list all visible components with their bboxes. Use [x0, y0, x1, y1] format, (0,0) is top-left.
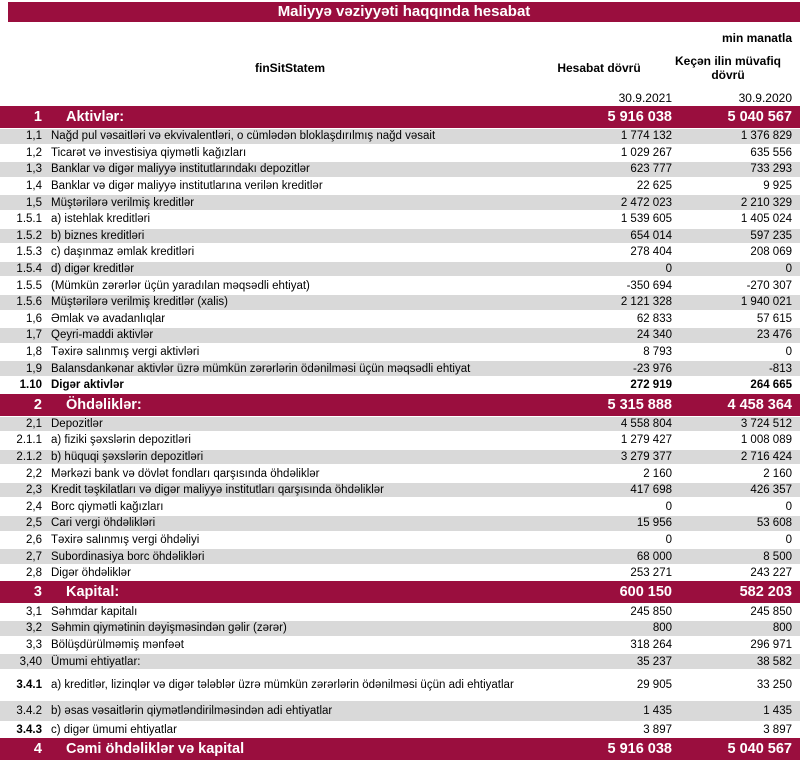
value-period1: 1 539 605 [620, 213, 672, 226]
row-number: 1,2 [26, 146, 42, 159]
value-period1: 2 160 [643, 467, 672, 480]
value-period2: 2 160 [763, 467, 792, 480]
value-period2: 1 008 089 [740, 434, 792, 447]
value-period1: -350 694 [626, 279, 672, 292]
table-row [0, 161, 800, 178]
row-number: 3,40 [19, 655, 42, 668]
value-period2: 243 227 [750, 567, 792, 580]
section-row [0, 738, 800, 760]
value-period2: 53 608 [756, 517, 792, 530]
value-period1: 5 315 888 [607, 396, 672, 413]
row-number: 3 [33, 584, 42, 601]
row-label: c) digər ümumi ehtiyatlar [51, 724, 177, 737]
value-period2: 800 [772, 622, 792, 635]
value-period1: 272 919 [630, 379, 672, 392]
table-row [0, 360, 800, 377]
value-period1: 4 558 804 [620, 417, 672, 430]
row-number: 3,1 [26, 605, 42, 618]
row-label: a) fiziki şəxslərin depozitləri [51, 434, 191, 447]
table-row [0, 548, 800, 565]
table-row [0, 620, 800, 637]
row-label: Təxirə salınmış vergi aktivləri [51, 346, 200, 359]
value-period2: 635 556 [750, 146, 792, 159]
table-row [0, 416, 800, 433]
value-period2: 23 476 [756, 329, 792, 342]
row-label: Cəmi öhdəliklər və kapital [66, 741, 245, 758]
row-number: 2,2 [26, 467, 42, 480]
row-number: 3.4.1 [16, 678, 42, 691]
value-period1: 278 404 [630, 246, 672, 259]
table-row [0, 449, 800, 466]
value-period2: 9 925 [763, 180, 792, 193]
table-row [0, 498, 800, 515]
row-label: Əmlak və avadanlıqlar [51, 312, 166, 325]
value-period2: 1 435 [763, 704, 792, 717]
value-period2: 0 [785, 533, 792, 546]
value-period1: 600 150 [619, 584, 672, 601]
row-number: 1.5.1 [16, 213, 42, 226]
unit-note: min manatla [721, 31, 792, 45]
row-label: Aktivlər: [66, 109, 125, 125]
value-period2: 0 [785, 263, 792, 276]
value-period2: 2 716 424 [740, 450, 792, 463]
row-label: Digər aktivlər [51, 379, 124, 392]
value-period1: 0 [665, 500, 672, 513]
table-row [0, 700, 800, 722]
table-row [0, 515, 800, 532]
row-label: a) kreditlər, lizinqlər və digər tələblər üzrə mümkün zərərlərin ödənilməsi üçün adi ehtiyatlar [51, 678, 514, 691]
row-label: Cari vergi öhdəlikləri [51, 517, 156, 530]
row-number: 1,4 [26, 180, 42, 193]
row-label: a) istehlak kreditləri [51, 213, 151, 226]
row-label: b) hüquqi şəxslərin depozitləri [51, 450, 204, 463]
table-row [0, 482, 800, 499]
value-period1: 5 916 038 [607, 109, 672, 125]
row-label: Nağd pul vəsaitləri və ekvivalentləri, o cümlədən bloklaşdırılmış nağd vəsait [51, 130, 436, 143]
row-number: 2,5 [26, 517, 42, 530]
row-label: Ümumi ehtiyatlar: [51, 655, 141, 668]
row-number: 2,4 [26, 500, 42, 513]
value-period2: 3 724 512 [740, 417, 792, 430]
row-label: Kapital: [66, 584, 120, 601]
row-label: Bölüşdürülməmiş mənfəət [51, 638, 184, 651]
value-period2: 1 940 021 [740, 296, 792, 309]
row-label: Təxirə salınmış vergi öhdəliyi [51, 533, 200, 546]
row-number: 3.4.2 [16, 704, 42, 717]
table-row [0, 145, 800, 162]
row-number: 1,3 [26, 163, 42, 176]
value-period2: 208 069 [750, 246, 792, 259]
value-period1: -23 976 [632, 362, 672, 375]
table-row [0, 244, 800, 261]
row-number: 1,6 [26, 312, 42, 325]
value-period1: 15 956 [636, 517, 672, 530]
value-period2: 0 [785, 500, 792, 513]
row-label: Müştərilərə verilmiş kreditlər [51, 196, 195, 209]
row-number: 1,9 [26, 362, 42, 375]
value-period1: 3 897 [643, 724, 672, 737]
value-period2: 296 971 [750, 638, 792, 651]
table-row [0, 311, 800, 328]
value-period2: -813 [768, 362, 792, 375]
value-period1: 623 777 [630, 163, 672, 176]
value-period1: 3 279 377 [620, 450, 672, 463]
value-period2: 5 040 567 [727, 741, 792, 758]
value-period2: 38 582 [756, 655, 792, 668]
value-period2: 5 040 567 [727, 109, 792, 125]
row-number: 4 [33, 741, 42, 758]
date-period2: 30.9.2020 [738, 90, 792, 105]
row-number: 1.5.2 [16, 229, 42, 242]
date-row [4, 89, 792, 106]
row-label: d) digər kreditlər [51, 263, 135, 276]
table-row [0, 178, 800, 195]
table-row [0, 565, 800, 582]
row-number: 2,6 [26, 533, 42, 546]
value-period2: 245 850 [750, 605, 792, 618]
row-number: 3,3 [26, 638, 42, 651]
value-period1: 1 029 267 [620, 146, 672, 159]
row-number: 1,8 [26, 346, 42, 359]
value-period2: 0 [785, 346, 792, 359]
section-row [0, 394, 800, 416]
row-number: 2 [33, 396, 42, 413]
column-headers [4, 47, 792, 89]
row-number: 2,1 [26, 417, 42, 430]
value-period1: 8 793 [643, 346, 672, 359]
row-label: Banklar və digər maliyyə institutlarına verilən kreditlər [51, 180, 323, 193]
value-period1: 22 625 [636, 180, 672, 193]
row-number: 1 [33, 109, 42, 125]
row-label: Müştərilərə verilmiş kreditlər (xalis) [51, 296, 228, 309]
table-row [0, 670, 800, 700]
row-label: Səhmdar kapitalı [51, 605, 138, 618]
row-number: 1.10 [19, 379, 42, 392]
value-period2: 733 293 [750, 163, 792, 176]
value-period1: 0 [665, 263, 672, 276]
row-number: 1,7 [26, 329, 42, 342]
value-period2: 3 897 [763, 724, 792, 737]
table-row [0, 327, 800, 344]
table-row [0, 603, 800, 620]
value-period2: 264 665 [750, 379, 792, 392]
row-number: 2,7 [26, 550, 42, 563]
value-period2: -270 307 [746, 279, 792, 292]
value-period1: 5 916 038 [607, 741, 672, 758]
table-row [0, 532, 800, 549]
value-period1: 68 000 [636, 550, 672, 563]
value-period2: 57 615 [756, 312, 792, 325]
value-period1: 800 [652, 622, 672, 635]
row-number: 1,5 [26, 196, 42, 209]
column-header-period1: Hesabat dövrü [557, 61, 641, 75]
value-period1: 654 014 [630, 229, 672, 242]
row-label: c) daşınmaz əmlak kreditləri [51, 246, 195, 259]
value-period1: 245 850 [630, 605, 672, 618]
row-number: 1.5.3 [16, 246, 42, 259]
table-row [0, 637, 800, 654]
value-period1: 2 472 023 [620, 196, 672, 209]
row-label: (Mümkün zərərlər üçün yaradılan məqsədli ehtiyat) [51, 279, 310, 292]
row-label: Depozitlər [51, 417, 103, 430]
value-period2: 597 235 [750, 229, 792, 242]
row-label: Balansdankənar aktivlər üzrə mümkün zərərlərin ödənilməsi üçün məqsədli ehtiyat [51, 362, 471, 375]
row-number: 3,2 [26, 622, 42, 635]
row-number: 2,3 [26, 484, 42, 497]
row-label: Mərkəzi bank və dövlət fondları qarşısında öhdəliklər [51, 467, 320, 480]
table-row [0, 128, 800, 145]
row-label: b) biznes kreditləri [51, 229, 145, 242]
value-period2: 1 376 829 [740, 130, 792, 143]
value-period1: 1 279 427 [620, 434, 672, 447]
row-number: 1,1 [26, 130, 42, 143]
row-label: Digər öhdəliklər [51, 567, 131, 580]
value-period2: 33 250 [756, 678, 792, 691]
value-period1: 417 698 [630, 484, 672, 497]
value-period1: 1 435 [643, 704, 672, 717]
row-label: Subordinasiya borc öhdəlikləri [51, 550, 205, 563]
row-number: 2.1.1 [16, 434, 42, 447]
value-period2: 4 458 364 [727, 396, 792, 413]
table-row [0, 261, 800, 278]
row-label: Kredit təşkilatları və digər maliyyə institutları qarşısında öhdəliklər [51, 484, 385, 497]
table-row [0, 211, 800, 228]
table-row [0, 194, 800, 211]
row-number: 1.5.4 [16, 263, 42, 276]
table-row [0, 294, 800, 311]
row-label: Ticarət və investisiya qiymətli kağızları [51, 146, 247, 159]
report-title: Maliyyə vəziyyəti haqqında hesabat [8, 2, 800, 22]
section-row [0, 581, 800, 603]
table-row [0, 344, 800, 361]
row-label: Qeyri-maddi aktivlər [51, 329, 154, 342]
value-period1: 1 774 132 [620, 130, 672, 143]
row-label: b) əsas vəsaitlərin qiymətləndirilməsindən adi ehtiyatlar [51, 704, 333, 717]
financial-table [0, 106, 800, 760]
value-period1: 24 340 [636, 329, 672, 342]
table-row [0, 277, 800, 294]
table-row [0, 653, 800, 670]
table-row [0, 228, 800, 245]
value-period1: 35 237 [636, 655, 672, 668]
row-label: Borc qiymətli kağızları [51, 500, 164, 513]
value-period1: 2 121 328 [620, 296, 672, 309]
row-number: 2,8 [26, 567, 42, 580]
row-label: Banklar və digər maliyyə institutlarındakı depozitlər [51, 163, 310, 176]
value-period1: 253 271 [630, 567, 672, 580]
row-label: Səhmin qiymətinin dəyişməsindən gəlir (zərər) [51, 622, 287, 635]
section-row [0, 106, 800, 128]
value-period2: 426 357 [750, 484, 792, 497]
row-number: 2.1.2 [16, 450, 42, 463]
row-label: Öhdəliklər: [66, 396, 142, 413]
row-number: 1.5.6 [16, 296, 42, 309]
date-period1: 30.9.2021 [618, 90, 672, 105]
value-period1: 0 [665, 533, 672, 546]
value-period1: 318 264 [630, 638, 672, 651]
table-header [0, 22, 800, 106]
value-period2: 1 405 024 [740, 213, 792, 226]
row-number: 1.5.5 [16, 279, 42, 292]
table-row [0, 432, 800, 449]
value-period2: 2 210 329 [740, 196, 792, 209]
value-period1: 29 905 [636, 678, 672, 691]
table-row [0, 377, 800, 394]
table-row [0, 722, 800, 739]
column-header-name: finSitStatem [254, 61, 325, 75]
value-period1: 62 833 [636, 312, 672, 325]
column-header-period2: Keçən ilin müvafiq dövrü [674, 53, 782, 82]
value-period2: 582 203 [739, 584, 792, 601]
value-period2: 8 500 [763, 550, 792, 563]
table-row [0, 465, 800, 482]
row-number: 3.4.3 [16, 724, 42, 737]
